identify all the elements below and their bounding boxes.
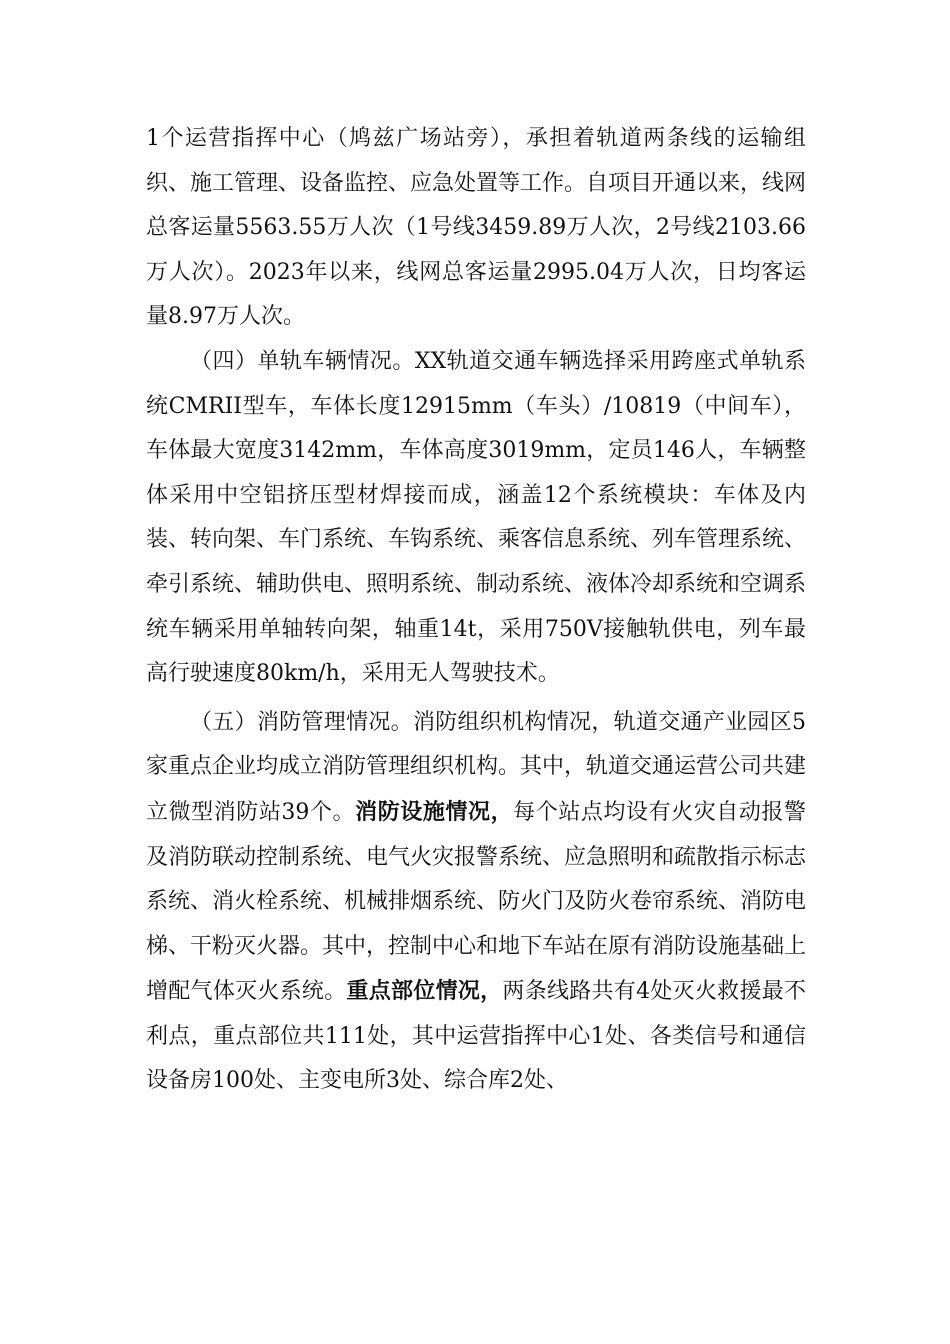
- key-locations-heading: 重点部位情况，: [346, 978, 503, 1005]
- key-locations-text: 两条线路共有4处灭火救援最不利点，重点部位共111处，其中运营指挥中心1处、各类信号和通信设备房100处、主变电所3处、综合库2处、: [146, 979, 806, 1094]
- paragraph-fire-management: [146, 701, 806, 1104]
- document-body: [146, 117, 806, 1104]
- fire-facilities-text: 每个站点均设有火灾自动报警及消防联动控制系统、电气火灾报警系统、应急照明和疏散指示标志系统、消火栓系统、机械排烟系统、防火门及防火卷帘系统、消防电梯、干粉灭火器。其中，控制中心和地下车站在原有消防设施基础上增配气体灭火系统。: [146, 799, 807, 1005]
- fire-org-text: （五）消防管理情况。消防组织机构情况，轨道交通产业园区5家重点企业均成立消防管理组织机构。其中，轨道交通运营公司共建立微型消防站39个。: [146, 709, 807, 825]
- paragraph-operations-center: 1个运营指挥中心（鸠兹广场站旁），承担着轨道两条线的运输组织、施工管理、设备监控、应急处置等工作。自项目开通以来，线网总客运量5563.55万人次（1号线3459.89万人次，2号线2103.66万人次）。2023年以来，线网总客运量2995.04万人次，日均客运量8.97万人次。: [146, 126, 807, 330]
- fire-facilities-heading: 消防设施情况，: [355, 798, 514, 825]
- paragraph-monorail-vehicles: （四）单轨车辆情况。XX轨道交通车辆选择采用跨座式单轨系统CMRII型车，车体长度12915mm（车头）/10819（中间车），车体最大宽度3142mm，车体高度3019mm，定员146人，车辆整体采用中空铝挤压型材焊接而成，涵盖12个系统模块：车体及内装、转向架、车门系统、车钩系统、乘客信息系统、列车管理系统、牵引系统、辅助供电、照明系统、制动系统、液体冷却系统和空调系统车辆采用单轴转向架，轴重14t，采用750V接触轨供电，列车最高行驶速度80km/h，采用无人驾驶技术。: [146, 348, 807, 687]
